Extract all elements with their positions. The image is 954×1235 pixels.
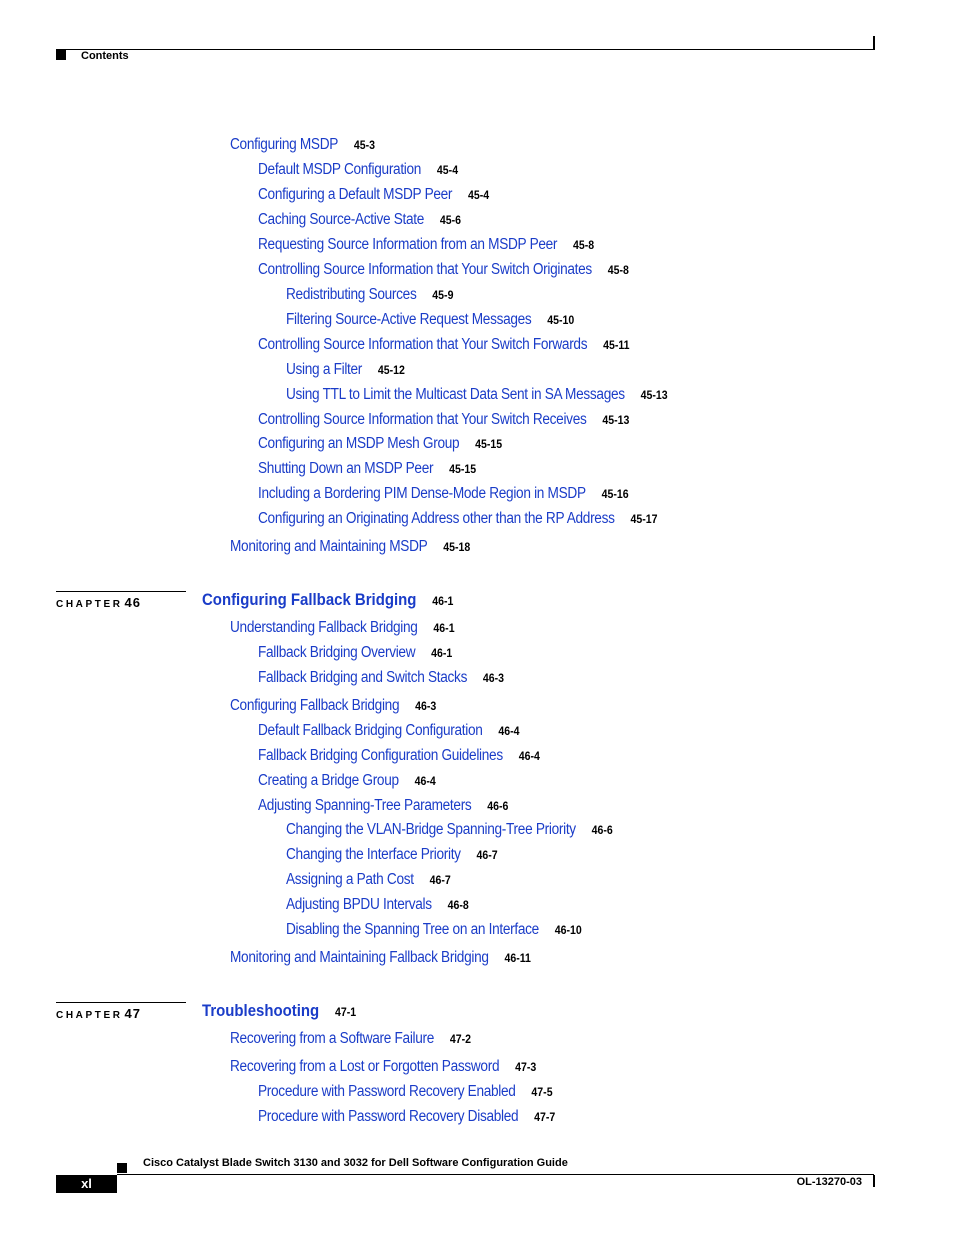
toc-entry[interactable] [286, 385, 668, 405]
toc-entry[interactable] [258, 771, 436, 791]
toc-entry-page: 46-7 [429, 873, 451, 887]
header-rule [56, 49, 874, 50]
toc-entry-page: 46-6 [591, 823, 613, 837]
toc-entry-page: 47-7 [534, 1110, 556, 1124]
toc-entry-title[interactable]: Assigning a Path Cost [286, 871, 414, 888]
footer-tick-mark [873, 1175, 875, 1187]
toc-entry-page: 45-16 [601, 487, 629, 501]
toc-entry[interactable] [258, 260, 629, 280]
footer-doc-number: OL-13270-03 [796, 1176, 862, 1188]
chapter-rule [56, 591, 186, 592]
toc-entry-title[interactable]: Default MSDP Configuration [258, 161, 422, 178]
chapter-title-page: 46-1 [432, 594, 454, 608]
toc-entry-page: 45-6 [439, 213, 462, 227]
toc-entry-title[interactable]: Understanding Fallback Bridging [230, 619, 418, 636]
toc-entry-title[interactable]: Redistributing Sources [286, 286, 417, 303]
toc-entry-page: 45-12 [377, 363, 405, 377]
toc-entry-title[interactable]: Controlling Source Information that Your Switch Receives [258, 411, 587, 428]
chapter-label [56, 1006, 141, 1021]
toc-entry[interactable] [258, 160, 458, 180]
toc-entry[interactable] [230, 135, 375, 155]
toc-entry[interactable] [258, 721, 520, 741]
toc-entry-title[interactable]: Configuring Fallback Bridging [230, 697, 400, 714]
header-tick-mark [873, 36, 875, 50]
toc-entry[interactable] [258, 185, 489, 205]
toc-entry-title[interactable]: Adjusting Spanning-Tree Parameters [258, 797, 472, 814]
toc-entry-page: 46-3 [415, 699, 437, 713]
toc-entry[interactable] [286, 895, 469, 915]
toc-entry-page: 45-13 [640, 388, 668, 402]
chapter-title[interactable] [202, 1000, 356, 1023]
toc-entry-title[interactable]: Procedure with Password Recovery Disabled [258, 1108, 519, 1125]
toc-entry-title[interactable]: Caching Source-Active State [258, 211, 425, 228]
toc-entry-title[interactable]: Configuring MSDP [230, 136, 339, 153]
toc-entry[interactable] [286, 360, 405, 380]
toc-entry-title[interactable]: Configuring an MSDP Mesh Group [258, 435, 460, 452]
footer-square-marker [117, 1163, 127, 1173]
toc-entry-page: 46-3 [482, 671, 505, 685]
toc-entry-title[interactable]: Monitoring and Maintaining Fallback Bridging [230, 949, 489, 966]
toc-entry-page: 46-4 [518, 749, 540, 763]
toc-entry[interactable] [286, 920, 582, 940]
toc-entry[interactable] [230, 1029, 471, 1049]
toc-entry-page: 45-15 [449, 462, 477, 476]
toc-entry-title[interactable]: Controlling Source Information that Your Switch Forwards [258, 336, 588, 353]
toc-entry-title[interactable]: Filtering Source-Active Request Messages [286, 311, 532, 328]
toc-entry-title[interactable]: Recovering from a Software Failure [230, 1030, 435, 1047]
toc-entry-page: 47-3 [515, 1060, 537, 1074]
chapter-rule [56, 1002, 186, 1003]
toc-entry-title[interactable]: Default Fallback Bridging Configuration [258, 722, 483, 739]
toc-entry[interactable] [230, 948, 531, 968]
toc-entry-page: 47-5 [531, 1085, 553, 1099]
toc-entry-page: 45-4 [436, 163, 459, 177]
toc-entry-title[interactable]: Recovering from a Lost or Forgotten Password [230, 1058, 500, 1075]
toc-entry-page: 45-17 [630, 512, 658, 526]
toc-entry[interactable] [258, 1082, 553, 1102]
toc-entry-page: 46-10 [554, 923, 582, 937]
toc-entry[interactable] [258, 746, 540, 766]
toc-entry-title[interactable]: Using a Filter [286, 361, 363, 378]
toc-entry-title[interactable]: Changing the Interface Priority [286, 846, 461, 863]
toc-entry-page: 45-18 [443, 540, 471, 554]
chapter-number: 46 [124, 595, 142, 610]
header-label: Contents [81, 50, 129, 62]
chapter-title-text[interactable]: Configuring Fallback Bridging [202, 590, 417, 609]
toc-entry[interactable] [258, 434, 502, 454]
toc-entry-page: 46-8 [447, 898, 469, 912]
toc-entry-page: 46-4 [498, 724, 520, 738]
toc-entry[interactable] [286, 845, 498, 865]
toc-entry[interactable] [258, 410, 629, 430]
toc-entry-title[interactable]: Controlling Source Information that Your Switch Originates [258, 261, 592, 278]
toc-entry[interactable] [286, 310, 574, 330]
toc-entry-page: 45-13 [602, 413, 630, 427]
chapter-word: CHAPTER [56, 599, 123, 610]
chapter-word: CHAPTER [56, 1010, 123, 1021]
toc-entry-title[interactable]: Configuring a Default MSDP Peer [258, 186, 453, 203]
toc-entry[interactable] [230, 696, 436, 716]
toc-entry[interactable] [286, 820, 613, 840]
toc-entry[interactable] [258, 643, 452, 663]
chapter-number: 47 [124, 1006, 142, 1021]
toc-entry-page: 45-4 [467, 188, 490, 202]
toc-entry[interactable] [258, 459, 476, 479]
toc-entry-page: 45-8 [572, 238, 595, 252]
toc-entry[interactable] [258, 1107, 555, 1127]
toc-entry[interactable] [230, 618, 455, 638]
footer-rule [117, 1174, 874, 1175]
toc-entry[interactable] [258, 668, 504, 688]
toc-entry[interactable] [258, 509, 657, 529]
footer-page-number: xl [81, 1176, 92, 1191]
toc-entry-title[interactable]: Including a Bordering PIM Dense-Mode Region in MSDP [258, 485, 586, 502]
toc-entry-page: 45-10 [547, 313, 575, 327]
toc-entry-title[interactable]: Changing the VLAN-Bridge Spanning-Tree Priority [286, 821, 576, 838]
toc-entry[interactable] [230, 537, 470, 557]
toc-entry-title[interactable]: Creating a Bridge Group [258, 772, 399, 789]
toc-entry-page: 46-1 [433, 621, 455, 635]
chapter-label [56, 595, 141, 610]
toc-entry-title[interactable]: Adjusting BPDU Intervals [286, 896, 432, 913]
toc-entry-title[interactable]: Shutting Down an MSDP Peer [258, 460, 434, 477]
toc-entry[interactable] [258, 335, 629, 355]
chapter-title-page: 47-1 [335, 1005, 357, 1019]
toc-entry-title[interactable]: Procedure with Password Recovery Enabled [258, 1083, 516, 1100]
toc-entry[interactable] [286, 870, 451, 890]
toc-entry[interactable] [258, 796, 508, 816]
toc-entry-title[interactable]: Requesting Source Information from an MSDP Peer [258, 236, 558, 253]
toc-entry[interactable] [258, 210, 461, 230]
toc-entry-title[interactable]: Configuring an Originating Address other than the RP Address [258, 510, 615, 527]
toc-entry-page: 46-4 [414, 774, 436, 788]
toc-entry-page: 46-6 [487, 799, 509, 813]
toc-entry-title[interactable]: Disabling the Spanning Tree on an Interface [286, 921, 539, 938]
toc-entry-page: 46-1 [431, 646, 453, 660]
toc-entry-title[interactable]: Using TTL to Limit the Multicast Data Sent in SA Messages [286, 386, 625, 403]
toc-entry[interactable] [230, 1057, 536, 1077]
toc-entry-title[interactable]: Fallback Bridging and Switch Stacks [258, 669, 468, 686]
chapter-title-text[interactable]: Troubleshooting [202, 1001, 320, 1020]
toc-entry-page: 45-3 [353, 138, 376, 152]
toc-entry-page: 45-9 [432, 288, 454, 302]
toc-entry[interactable] [258, 235, 594, 255]
toc-entry-page: 47-2 [449, 1032, 472, 1046]
toc-entry-page: 45-15 [475, 437, 503, 451]
toc-entry-title[interactable]: Fallback Bridging Configuration Guidelines [258, 747, 503, 764]
footer-book-title: Cisco Catalyst Blade Switch 3130 and 3032 for Dell Software Configuration Guide [143, 1157, 568, 1169]
toc-entry-title[interactable]: Monitoring and Maintaining MSDP [230, 538, 428, 555]
toc-entry-title[interactable]: Fallback Bridging Overview [258, 644, 416, 661]
toc-entry[interactable] [286, 285, 453, 305]
toc-entry-page: 46-11 [504, 951, 531, 965]
toc-entry-page: 45-11 [603, 338, 630, 352]
toc-entry[interactable] [258, 484, 629, 504]
header-square-marker [56, 50, 66, 60]
chapter-title[interactable] [202, 589, 453, 612]
toc-entry-page: 46-7 [476, 848, 498, 862]
toc-entry-page: 45-8 [607, 263, 629, 277]
